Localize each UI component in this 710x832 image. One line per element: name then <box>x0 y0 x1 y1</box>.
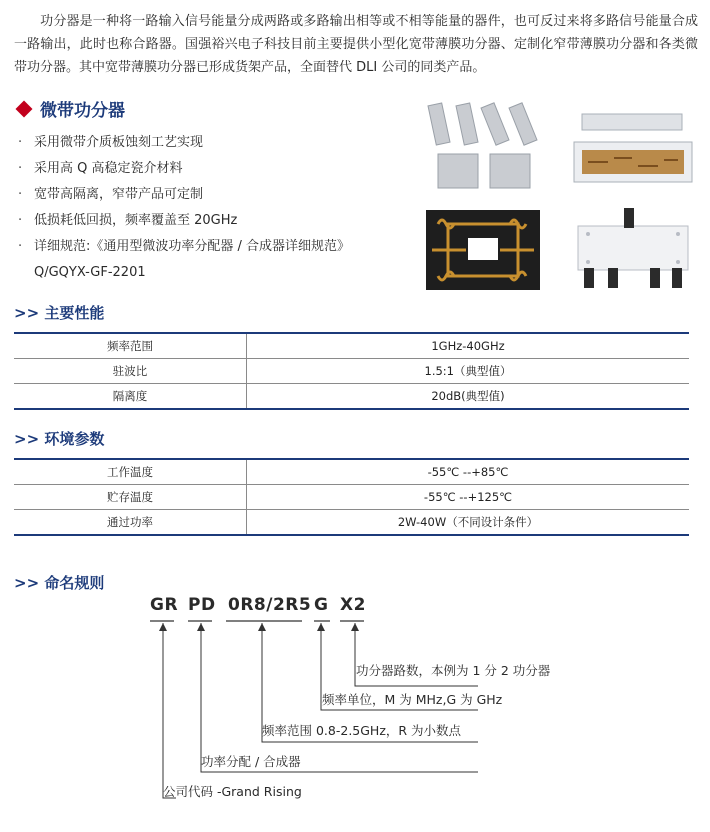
feature-item: · 采用高 Q 高稳定瓷介材料 <box>18 156 350 182</box>
section-title-text: 微带功分器 <box>40 101 125 121</box>
table-row: 频率范围 1GHz-40GHz <box>14 333 689 359</box>
code-segment-frequency: 0R8/2R5 <box>228 595 312 615</box>
feature-item: · 采用微带介质板蚀刻工艺实现 <box>18 130 350 156</box>
table-row: 隔离度 20dB(典型值) <box>14 384 689 410</box>
bullet-icon: · <box>18 239 23 254</box>
naming-heading: >> 命名规则 <box>14 574 105 592</box>
desc-frequency: 频率范围 0.8-2.5GHz，R 为小数点 <box>262 723 462 738</box>
table-row: 贮存温度 -55℃ --+125℃ <box>14 485 689 510</box>
code-segment-ways: X2 <box>340 595 366 615</box>
desc-type: 功率分配 / 合成器 <box>201 754 301 769</box>
feature-item: · 低损耗低回损，频率覆盖至 20GHz <box>18 208 350 234</box>
code-segment-type: PD <box>188 595 216 615</box>
code-segment-company: GR <box>150 595 179 615</box>
desc-unit: 频率单位，M 为 MHz,G 为 GHz <box>322 692 503 707</box>
feature-continuation: Q/GQYX-GF-2201 <box>34 265 146 280</box>
table-row: 通过功率 2W-40W（不同设计条件） <box>14 510 689 536</box>
intro-text: 功分器是一种将一路输入信号能量分成两路或多路输出相等或不相等能量的器件，也可反过来将多路信号能量合成一路输出，此时也称合路器。国强裕兴电子科技目前主要提供小型化宽带薄膜功分器、定制化窄带薄膜功分器和各类微带功分器。其中宽带薄膜功分器已形成货架产品，全面替代 DLI 公司的同类产品。 <box>14 14 698 75</box>
desc-company: 公司代码 -Grand Rising <box>163 784 302 799</box>
feature-item: · 宽带高隔离，窄带产品可定制 <box>18 182 350 208</box>
bullet-icon: · <box>18 213 23 228</box>
desc-ways: 功分器路数，本例为 1 分 2 功分器 <box>356 663 551 678</box>
environment-heading: >> 环境参数 <box>14 430 105 448</box>
performance-heading: >> 主要性能 <box>14 304 105 322</box>
table-row: 驻波比 1.5:1（典型值） <box>14 359 689 384</box>
bullet-icon: · <box>18 161 23 176</box>
bullet-icon: · <box>18 187 23 202</box>
code-segment-unit: G <box>314 595 329 615</box>
bullet-icon: · <box>18 135 23 150</box>
feature-item: · 详细规范:《通用型微波功率分配器 / 合成器详细规范》 <box>18 234 350 260</box>
table-row: 工作温度 -55℃ --+85℃ <box>14 459 689 485</box>
